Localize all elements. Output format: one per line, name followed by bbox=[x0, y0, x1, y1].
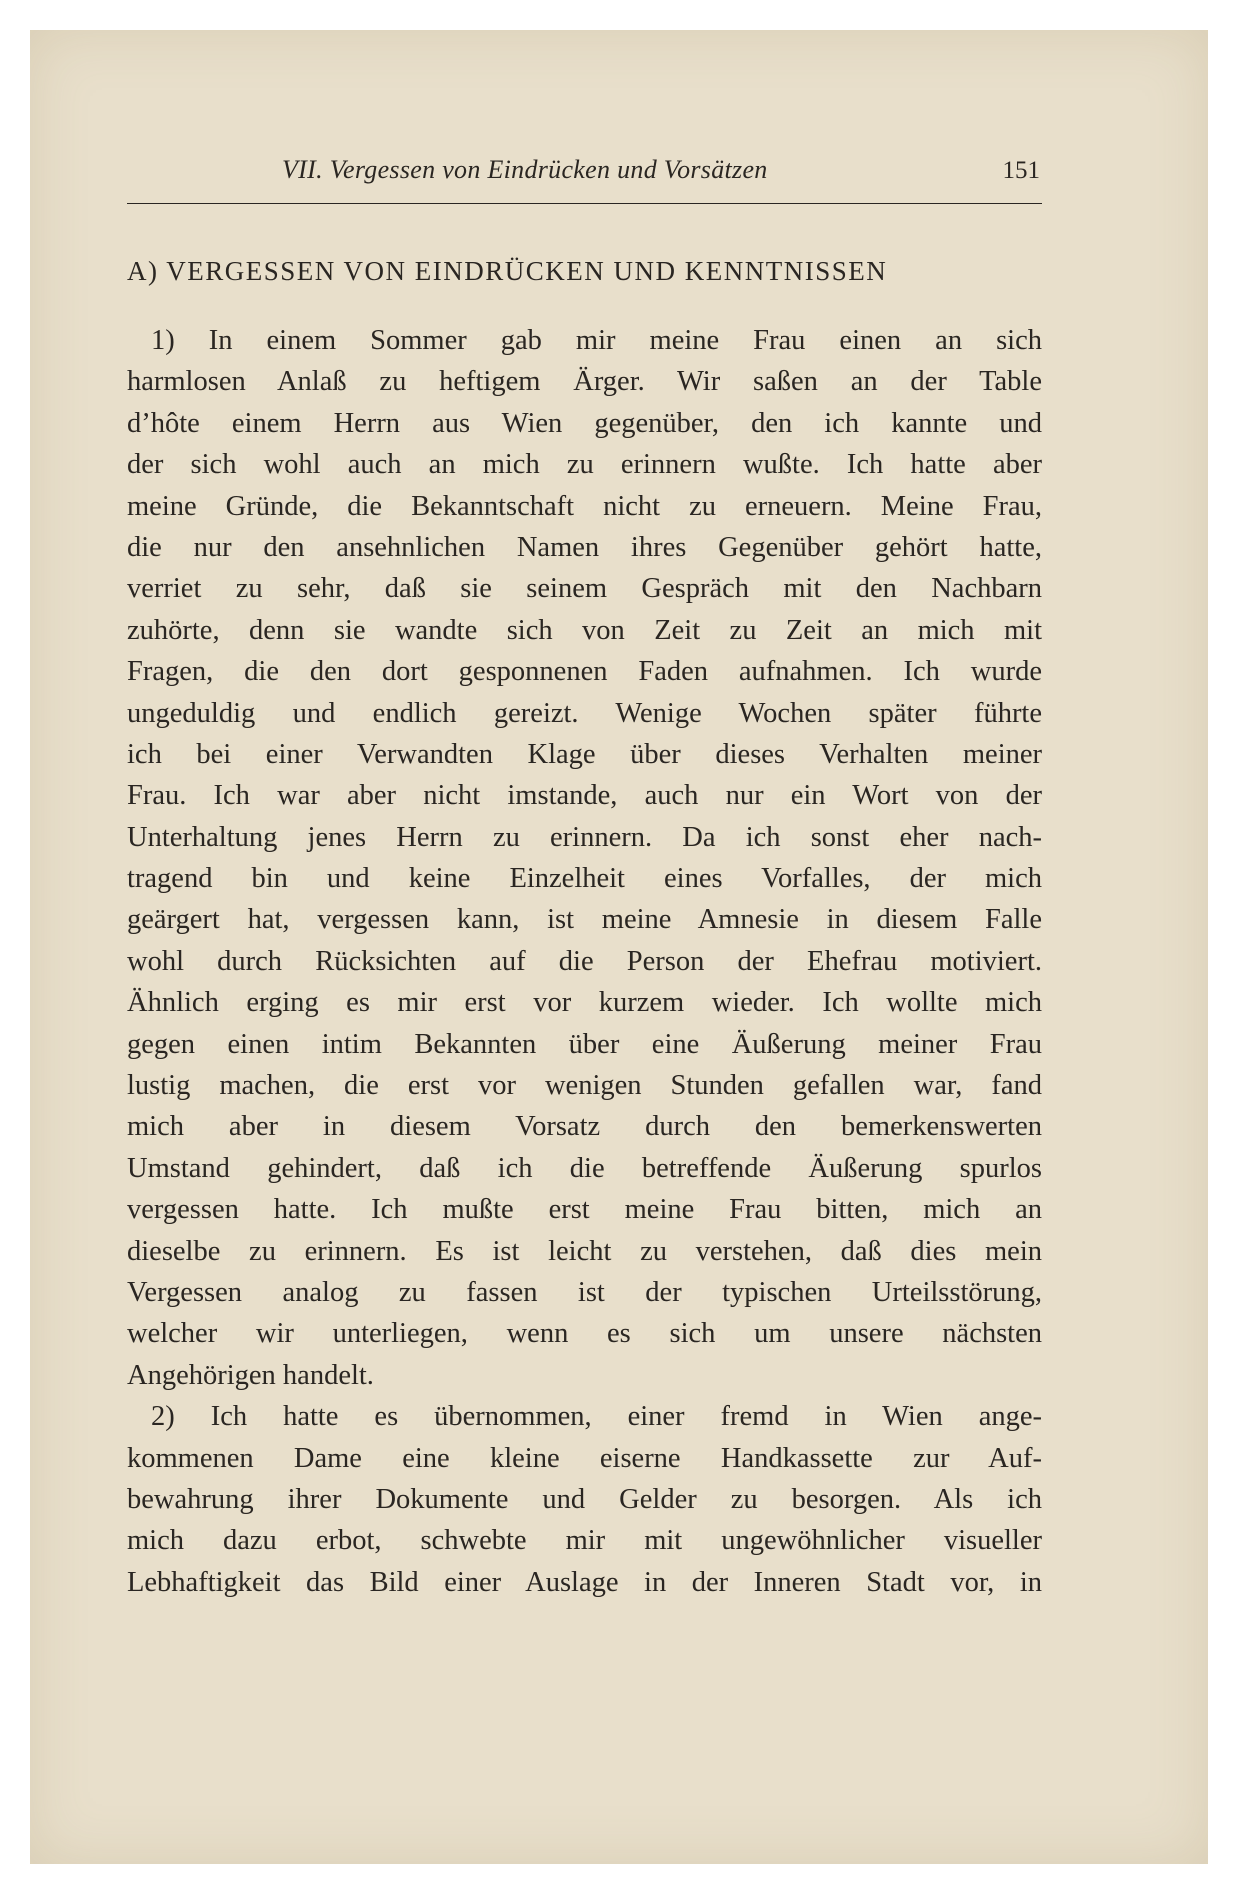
text-line: lustig machen, die erst vor wenigen Stunden gefallen war, fand bbox=[127, 1070, 1042, 1102]
text-line: ich bei einer Verwandten Klage über dieses Verhalten meiner bbox=[127, 738, 1042, 770]
text-line: Unterhaltung jenes Herrn zu erinnern. Da ich sonst eher nach- bbox=[127, 821, 1042, 853]
text-line: d’hôte einem Herrn aus Wien gegenüber, den ich kannte und bbox=[127, 407, 1042, 439]
text-line: 2) Ich hatte es übernommen, einer fremd in Wien ange- bbox=[151, 1401, 1042, 1433]
text-line: Umstand gehindert, daß ich die betreffende Äußerung spurlos bbox=[127, 1152, 1042, 1184]
text-line: dieselbe zu erinnern. Es ist leicht zu verstehen, daß dies mein bbox=[127, 1235, 1042, 1267]
text-line: Angehörigen handelt. bbox=[127, 1359, 374, 1391]
text-line: zuhörte, denn sie wandte sich von Zeit zu Zeit an mich mit bbox=[127, 614, 1042, 646]
section-heading: A) VERGESSEN VON EINDRÜCKEN UND KENNTNISSEN bbox=[127, 256, 888, 286]
text-line: vergessen hatte. Ich mußte erst meine Frau bitten, mich an bbox=[127, 1194, 1042, 1226]
text-line: Lebhaftigkeit das Bild einer Auslage in der Inneren Stadt vor, in bbox=[127, 1566, 1042, 1598]
text-line: wohl durch Rücksichten auf die Person der Ehefrau motiviert. bbox=[127, 945, 1042, 977]
text-line: verriet zu sehr, daß sie seinem Gespräch mit den Nachbarn bbox=[127, 573, 1042, 605]
text-line: bewahrung ihrer Dokumente und Gelder zu besorgen. Als ich bbox=[127, 1483, 1042, 1515]
text-line: tragend bin und keine Einzelheit eines Vorfalles, der mich bbox=[127, 863, 1042, 895]
text-line: Frau. Ich war aber nicht imstande, auch nur ein Wort von der bbox=[127, 780, 1042, 812]
page-number: 151 bbox=[1002, 157, 1040, 184]
text-line: welcher wir unterliegen, wenn es sich um unsere nächsten bbox=[127, 1318, 1042, 1350]
text-line: der sich wohl auch an mich zu erinnern wußte. Ich hatte aber bbox=[127, 449, 1042, 481]
text-line: harmlosen Anlaß zu heftigem Ärger. Wir saßen an der Table bbox=[127, 366, 1042, 398]
text-line: mich aber in diesem Vorsatz durch den bemerkenswerten bbox=[127, 1111, 1042, 1143]
text-line: Fragen, die den dort gesponnenen Faden aufnahmen. Ich wurde bbox=[127, 656, 1042, 688]
text-line: mich dazu erbot, schwebte mir mit ungewöhnlicher visueller bbox=[127, 1525, 1042, 1557]
text-line: Vergessen analog zu fassen ist der typischen Urteilsstörung, bbox=[127, 1276, 1042, 1308]
text-line: Ähnlich erging es mir erst vor kurzem wieder. Ich wollte mich bbox=[127, 987, 1042, 1019]
running-header bbox=[127, 143, 1042, 204]
text-line: die nur den ansehnlichen Namen ihres Gegenüber gehört hatte, bbox=[127, 531, 1042, 563]
running-title: VII. Vergessen von Eindrücken und Vorsätzen bbox=[282, 155, 768, 184]
text-line: meine Gründe, die Bekanntschaft nicht zu erneuern. Meine Frau, bbox=[127, 490, 1042, 522]
text-line: gegen einen intim Bekannten über eine Äußerung meiner Frau bbox=[127, 1028, 1042, 1060]
text-line: kommenen Dame eine kleine eiserne Handkassette zur Auf- bbox=[127, 1442, 1042, 1474]
text-line: 1) In einem Sommer gab mir meine Frau einen an sich bbox=[151, 325, 1042, 356]
text-line: ungeduldig und endlich gereizt. Wenige Wochen später führte bbox=[127, 697, 1042, 729]
text-line: geärgert hat, vergessen kann, ist meine Amnesie in diesem Falle bbox=[127, 904, 1042, 936]
body-text bbox=[127, 320, 1042, 1603]
